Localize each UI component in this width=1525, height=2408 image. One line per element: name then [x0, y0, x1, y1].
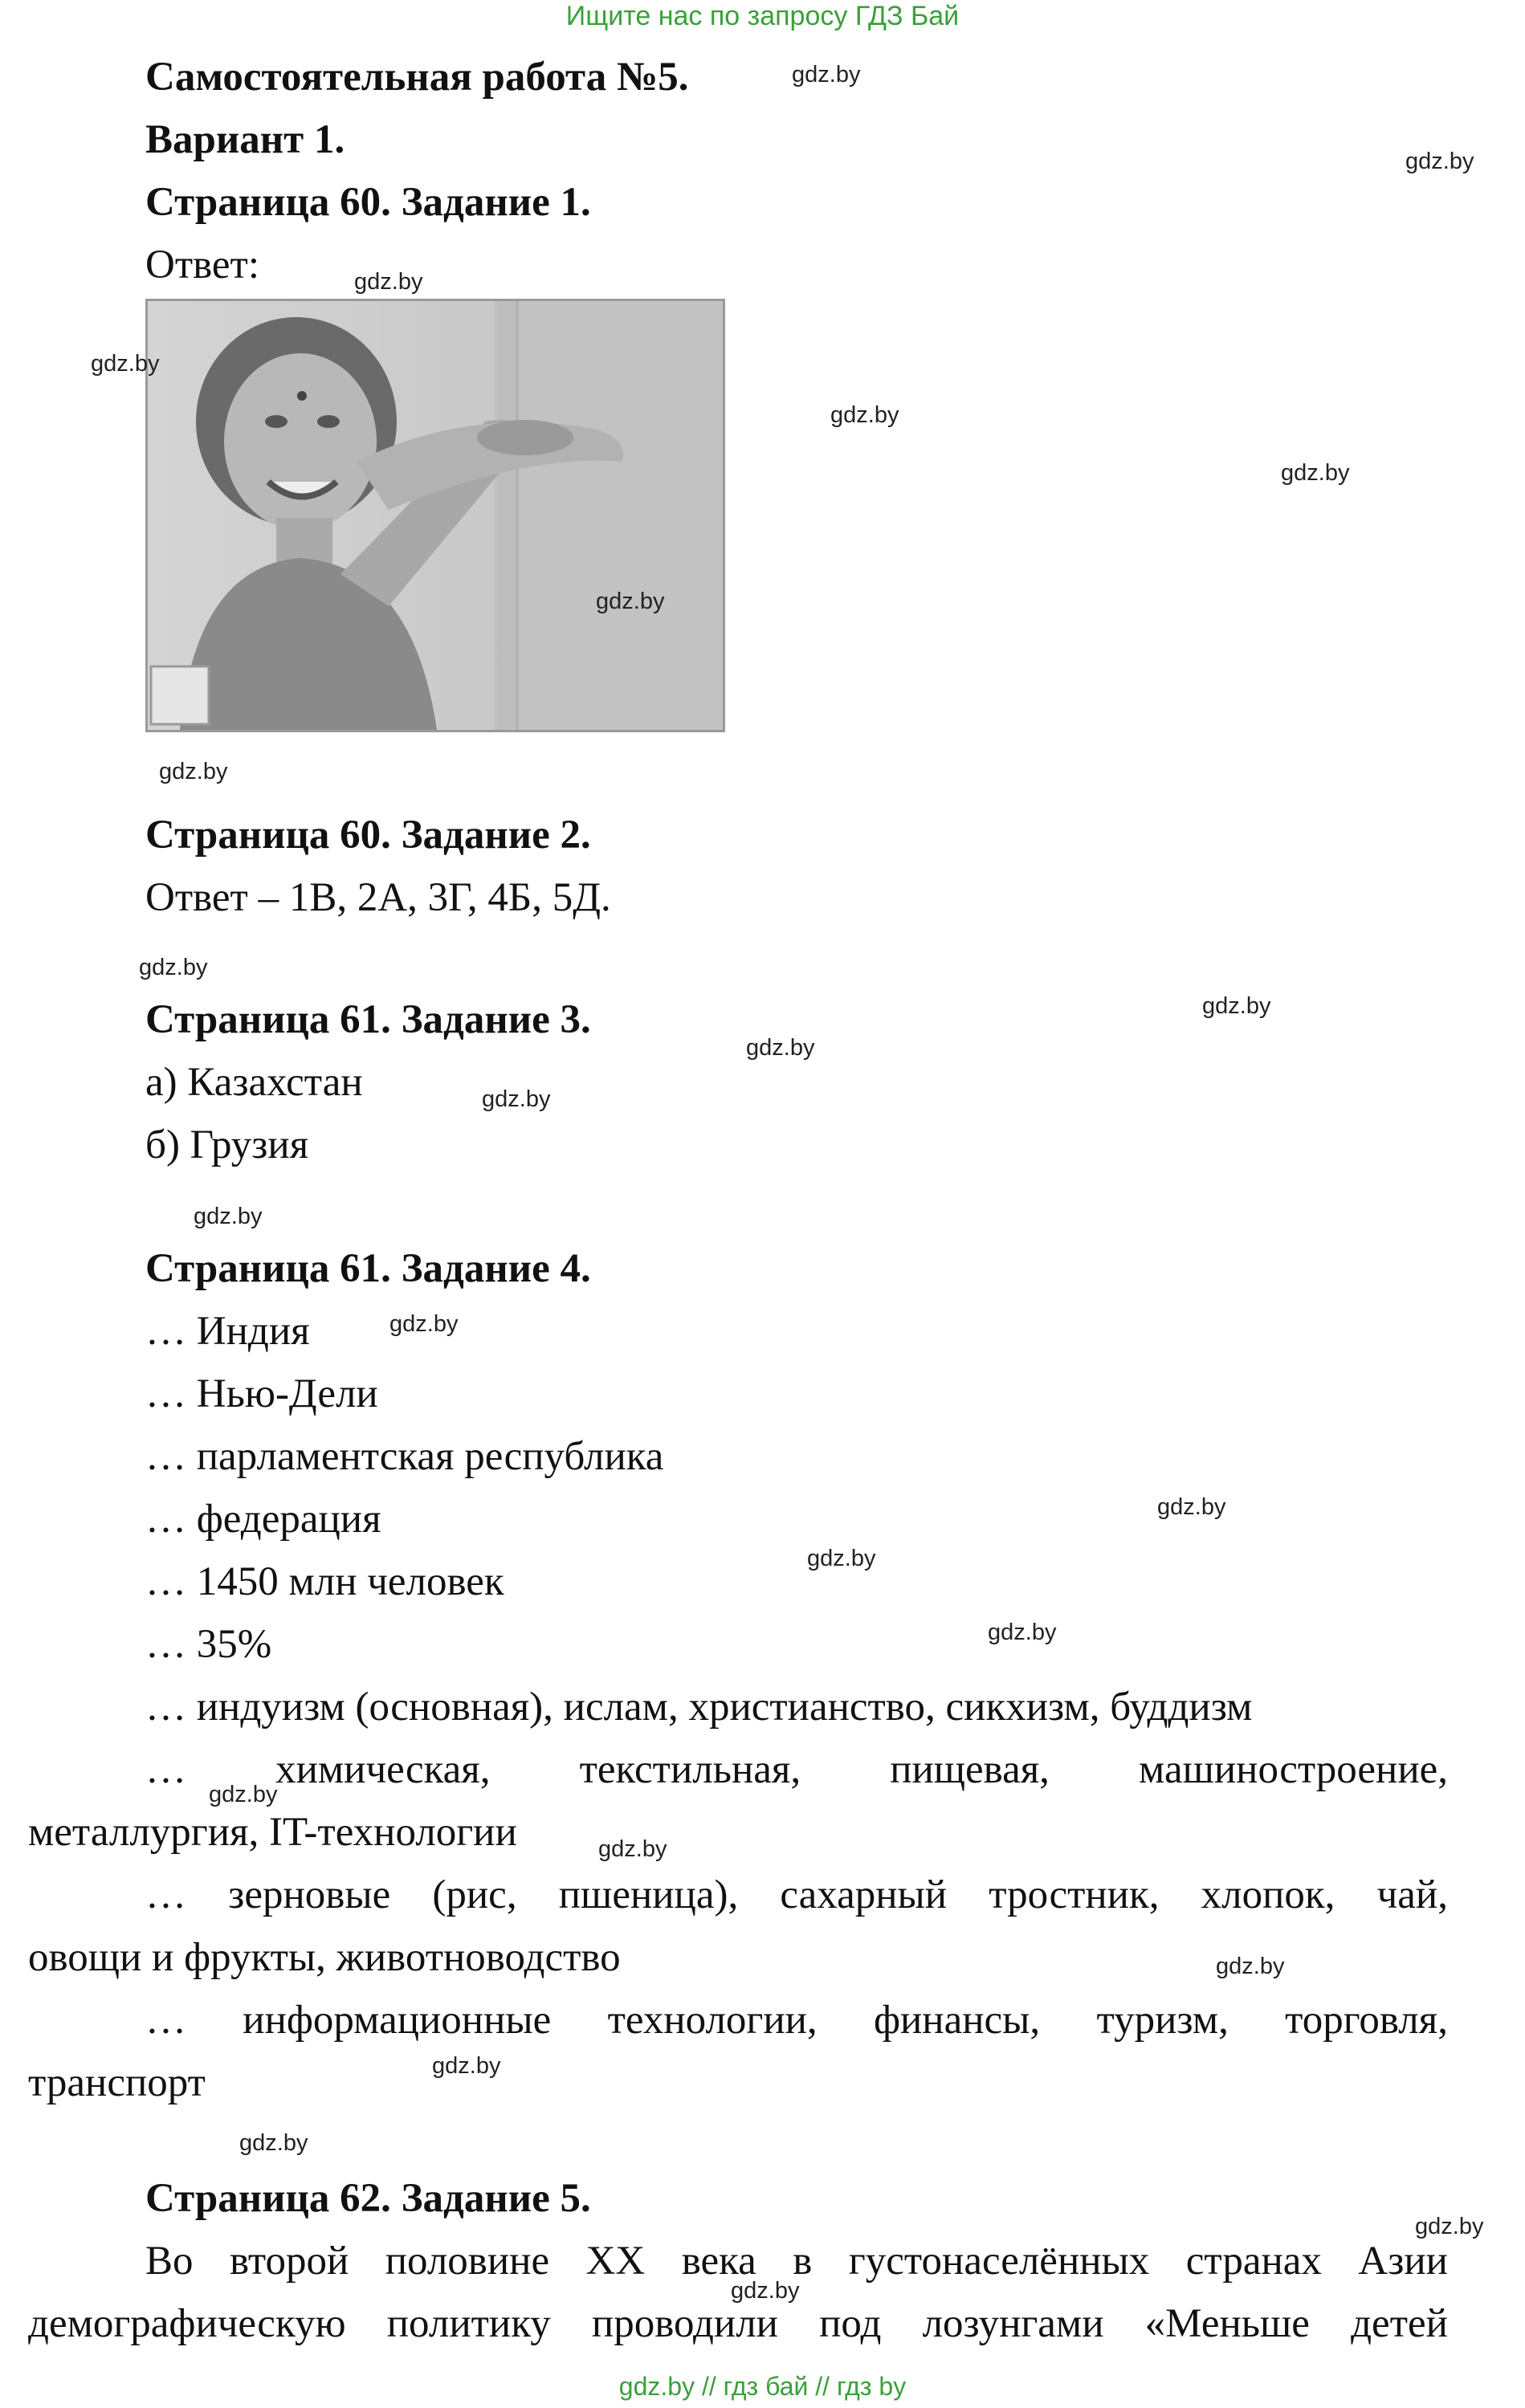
watermark: gdz.by: [596, 589, 665, 614]
watermark: gdz.by: [1157, 1494, 1226, 1520]
task4-line: … 1450 млн человек: [145, 1559, 504, 1604]
task5-heading: Страница 62. Задание 5.: [145, 2176, 591, 2221]
task4-line: … Индия: [145, 1309, 310, 1354]
word: торговля,: [1285, 1998, 1448, 2043]
watermark: gdz.by: [159, 759, 228, 784]
watermark: gdz.by: [598, 1836, 667, 1862]
variant-label: Вариант 1.: [145, 117, 345, 162]
task4-line: … Нью-Дели: [145, 1371, 378, 1416]
word: текстильная,: [579, 1747, 801, 1792]
watermark: gdz.by: [1405, 149, 1474, 174]
task4-industry-cont: металлургия, IT-технологии: [28, 1810, 517, 1855]
word: (рис,: [432, 1872, 517, 1917]
task3-heading: Страница 61. Задание 3.: [145, 997, 591, 1042]
watermark: gdz.by: [988, 1620, 1057, 1645]
word: чай,: [1376, 1872, 1448, 1917]
word: политику: [386, 2301, 551, 2346]
word: в: [793, 2239, 813, 2284]
watermark: gdz.by: [432, 2053, 501, 2079]
word: половине: [385, 2239, 550, 2284]
task5-paragraph-line2: [28, 2300, 1448, 2348]
task1-answer-label: Ответ:: [145, 242, 259, 287]
watermark: gdz.by: [389, 1311, 459, 1337]
watermark: gdz.by: [807, 1546, 876, 1571]
watermark: gdz.by: [746, 1035, 815, 1061]
watermark: gdz.by: [1216, 1954, 1285, 1979]
word: второй: [230, 2239, 349, 2284]
word: под: [819, 2301, 882, 2346]
watermark: gdz.by: [792, 62, 861, 88]
watermark: gdz.by: [194, 1204, 263, 1229]
word: века: [681, 2239, 756, 2284]
word: информационные: [243, 1998, 552, 2043]
word: химическая,: [275, 1747, 491, 1792]
task2-answer: Ответ – 1В, 2А, 3Г, 4Б, 5Д.: [145, 875, 611, 920]
task1-heading: Страница 60. Задание 1.: [145, 180, 591, 225]
word: …: [145, 1747, 186, 1792]
task4-agri-line: [145, 1871, 1448, 1919]
word: пищевая,: [890, 1747, 1050, 1792]
word: машиностроение,: [1139, 1747, 1448, 1792]
task3-answer-a: а) Казахстан: [145, 1060, 363, 1105]
word: странах: [1185, 2239, 1322, 2284]
work-title: Самостоятельная работа №5.: [145, 55, 689, 100]
watermark: gdz.by: [354, 269, 423, 295]
word: туризм,: [1096, 1998, 1229, 2043]
task3-answer-b: б) Грузия: [145, 1123, 309, 1167]
word: лозунгами: [922, 2301, 1104, 2346]
task4-services-cont: транспорт: [28, 2060, 206, 2105]
task4-line: … 35%: [145, 1622, 272, 1667]
task4-line: … федерация: [145, 1497, 381, 1542]
word: тростник,: [989, 1872, 1160, 1917]
watermark: gdz.by: [1415, 2214, 1484, 2239]
word: пшеница),: [558, 1872, 739, 1917]
task1-answer-photo: [145, 299, 725, 732]
word: «Меньше: [1144, 2301, 1310, 2346]
task4-industry-line: [145, 1746, 1448, 1794]
word: XX: [585, 2239, 646, 2284]
word: финансы,: [873, 1998, 1041, 2043]
word: хлопок,: [1201, 1872, 1335, 1917]
watermark: gdz.by: [139, 955, 208, 980]
word: …: [145, 1998, 186, 2043]
watermark: gdz.by: [1281, 460, 1350, 486]
word: проводили: [591, 2301, 778, 2346]
task4-agri-cont: овощи и фрукты, животноводство: [28, 1935, 621, 1980]
watermark: gdz.by: [239, 2130, 308, 2156]
word: демографическую: [28, 2301, 346, 2346]
word: Азии: [1358, 2239, 1448, 2284]
bottom-banner[interactable]: gdz.by // гдз бай // гдз by: [618, 2372, 907, 2401]
task4-heading: Страница 61. Задание 4.: [145, 1246, 591, 1291]
watermark: gdz.by: [482, 1086, 551, 1112]
word: зерновые: [228, 1872, 391, 1917]
word: густонаселённых: [848, 2239, 1150, 2284]
word: Во: [145, 2239, 194, 2284]
word: технологии,: [607, 1998, 818, 2043]
task4-services-line: [145, 1996, 1448, 2044]
dancer-photo: [148, 301, 723, 730]
word: сахарный: [780, 1872, 948, 1917]
task2-heading: Страница 60. Задание 2.: [145, 813, 591, 858]
top-banner[interactable]: Ищите нас по запросу ГДЗ Бай: [565, 1, 960, 31]
word: детей: [1351, 2301, 1448, 2346]
task4-line: … индуизм (основная), ислам, христианство, сикхизм, буддизм: [145, 1685, 1253, 1730]
watermark: gdz.by: [830, 402, 899, 428]
watermark: gdz.by: [209, 1782, 278, 1807]
watermark: gdz.by: [731, 2278, 800, 2304]
task4-line: … парламентская республика: [145, 1434, 664, 1479]
word: …: [145, 1872, 186, 1917]
watermark: gdz.by: [1202, 993, 1271, 1019]
watermark: gdz.by: [91, 351, 160, 377]
